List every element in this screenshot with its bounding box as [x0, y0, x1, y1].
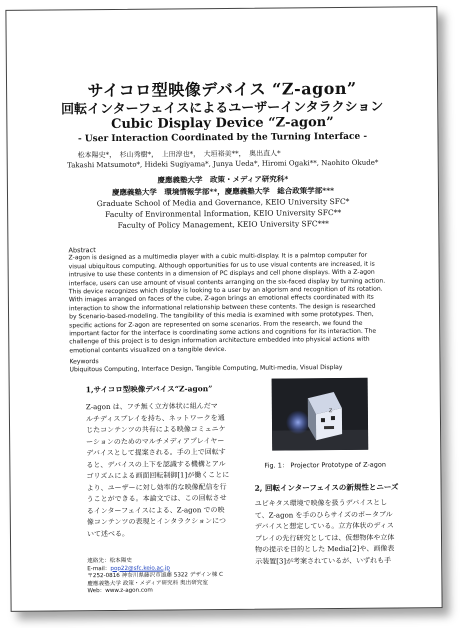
contact-email-label: E-mail： [87, 565, 111, 572]
contact-web: Web：www.z-agon.com [87, 588, 153, 595]
abstract-line: important factor for the interface is coordinating some actions and cognitions for its interaction. The [69, 327, 377, 338]
authors-ja: 松本陽史*， 杉山秀樹*， 上田淳也*， 大垣裕美**， 奥出直人* [77, 149, 281, 160]
abstract-line: interaction to show the informational relationship between these contents. The design is researched [68, 302, 376, 313]
body-line: デバイスとして提案される。手の上で回転す [86, 447, 226, 458]
section-1-heading: 1,サイコロ型映像デバイス“Z-agon” [85, 384, 213, 395]
title-en: Cubic Display Device “Z-agon” [111, 115, 334, 132]
contact-name: 連絡先：松本陽史 [87, 557, 132, 565]
abstract-line: interface, users can use amount of visual contents arranging on the six-faced display by turning action. [68, 277, 386, 287]
keywords-text: Ubiquitous Computing, Interface Design, Tangible Computing, Multi-media, Visual Display [69, 364, 343, 374]
body-line: 示装置[3]が考案されているが、いずれも手 [255, 556, 392, 566]
abstract-line: visual ubiquitous computing. Although opportunities for us to use visual contents are increased, it is [68, 260, 375, 271]
abstract-line: This device recognizes which display is looking to a user by an algorism and recognition of its rotation. [68, 285, 383, 296]
figure-caption: Fig. 1： Projector Prototype of Z-agon [264, 460, 387, 470]
affiliation-5: Faculty of Policy Management, KEIO University SFC*** [117, 219, 329, 230]
section-2-body [255, 497, 434, 568]
title-ja: サイコロ型映像デバイス “Z-agon” [87, 78, 357, 101]
body-line: ルチディスプレイを持ち、ネットワークを通 [85, 413, 225, 423]
contact-address: 〒252-0816 神奈川県藤沢市遠藤 5322 デザイン棟 C [87, 572, 224, 580]
body-line: ると、デバイスの上下を認識する機構とアル [86, 459, 226, 469]
abstract-line: by Scenario-based-modeling. The tangibility of this media is examined with some prototypes. Then, [69, 310, 374, 321]
abstract [68, 243, 427, 355]
affiliation-3: Graduate School of Media and Governance, KEIO University SFC* [96, 196, 350, 209]
body-line: ーションのためのマルチメディアプレイヤー [86, 436, 225, 446]
keywords-heading: Keywords [69, 358, 99, 366]
body-line: Z-agon は、フチ無く立方体状に組んだマ [85, 402, 218, 412]
section-2-heading: 2, 回転インターフェイスの新規性とニーズ [254, 482, 399, 493]
subtitle-en: - User Interaction Coordinated by the Turning Interface - [77, 131, 368, 145]
body-line: るインターフェイスによる、Z-agon での映 [86, 505, 225, 515]
section-1-body [86, 401, 255, 540]
cube-face-label: Z [328, 408, 333, 415]
abstract-line: With images arranged on faces of the cube, Z-agon brings an emotional effects coordinated with its [68, 294, 374, 304]
body-line: て、Z-agon を手のひらサイズのポータブル [254, 510, 393, 520]
abstract-line: challenge of this project is to design information architecture embedded into physical actions with [69, 336, 370, 346]
body-line: より、ユーザーに対し効率的な映像配信を行 [86, 482, 227, 492]
affiliation-2: 慶應義塾大学 環境情報学部**，慶應義塾大学 総合政策学部*** [111, 186, 335, 197]
body-line: 物の提示を目的とした Media[2]や、画像表 [255, 544, 395, 554]
body-line: デバイスと想定している。立方体状のディス [254, 521, 394, 531]
body-line: うことができる。本論文では、この回転させ [86, 493, 227, 504]
abstract-heading: Abstract [68, 246, 96, 255]
body-line: ゴリズムによる画面回転制御[1]が働くことに [86, 470, 230, 481]
contact-info [87, 557, 223, 596]
subtitle-ja: 回転インターフェイスによるユーザーインタラクション [61, 99, 384, 118]
body-line: じたコンテンツの共有による映像コミュニケ [86, 424, 226, 435]
body-line: プレイの先行研究としては、仮想物体や立体 [254, 533, 395, 543]
abstract-line: Z-agon is designed as a multimedia player with a cubic multi-display. It is a palmtop computer for [68, 252, 368, 262]
authors-en: Takashi Matsumoto*, Hideki Sugiyama*, Junya Ueda*, Hiromi Ogaki**, Naohito Okude* [67, 158, 379, 170]
body-line: いて述べる。 [86, 529, 129, 538]
body-line: 像コンテンツの表現とインタラクションにつ [86, 516, 226, 527]
contact-email-link[interactable]: pop22@sfc.keio.ac.jp [110, 565, 170, 572]
affiliation-1: 慶應義塾大学 政策・メディア研究科* [157, 174, 289, 185]
affiliation-4: Faculty of Environmental Information, KEIO University SFC** [105, 207, 342, 220]
cube-photo-illustration [272, 378, 369, 451]
body-line: ユビキタス環境で映像を扱うデバイスとし [254, 498, 388, 508]
keywords [69, 355, 427, 375]
contact-lab: 慶應義塾大学 政策・メディア研究科 奥出研究室 [87, 579, 208, 587]
paper-page [5, 6, 442, 612]
figure-photo [272, 378, 369, 451]
abstract-line: emotional contents visualized on a tangible device. [69, 345, 227, 355]
abstract-line: specific actions for Z-agon are represented on some scenarios. From the research, we found the [69, 319, 363, 330]
abstract-line: intrusive to use these contents in a dimension of PC displays and cell phone displays. With a Z-agon [68, 268, 375, 279]
